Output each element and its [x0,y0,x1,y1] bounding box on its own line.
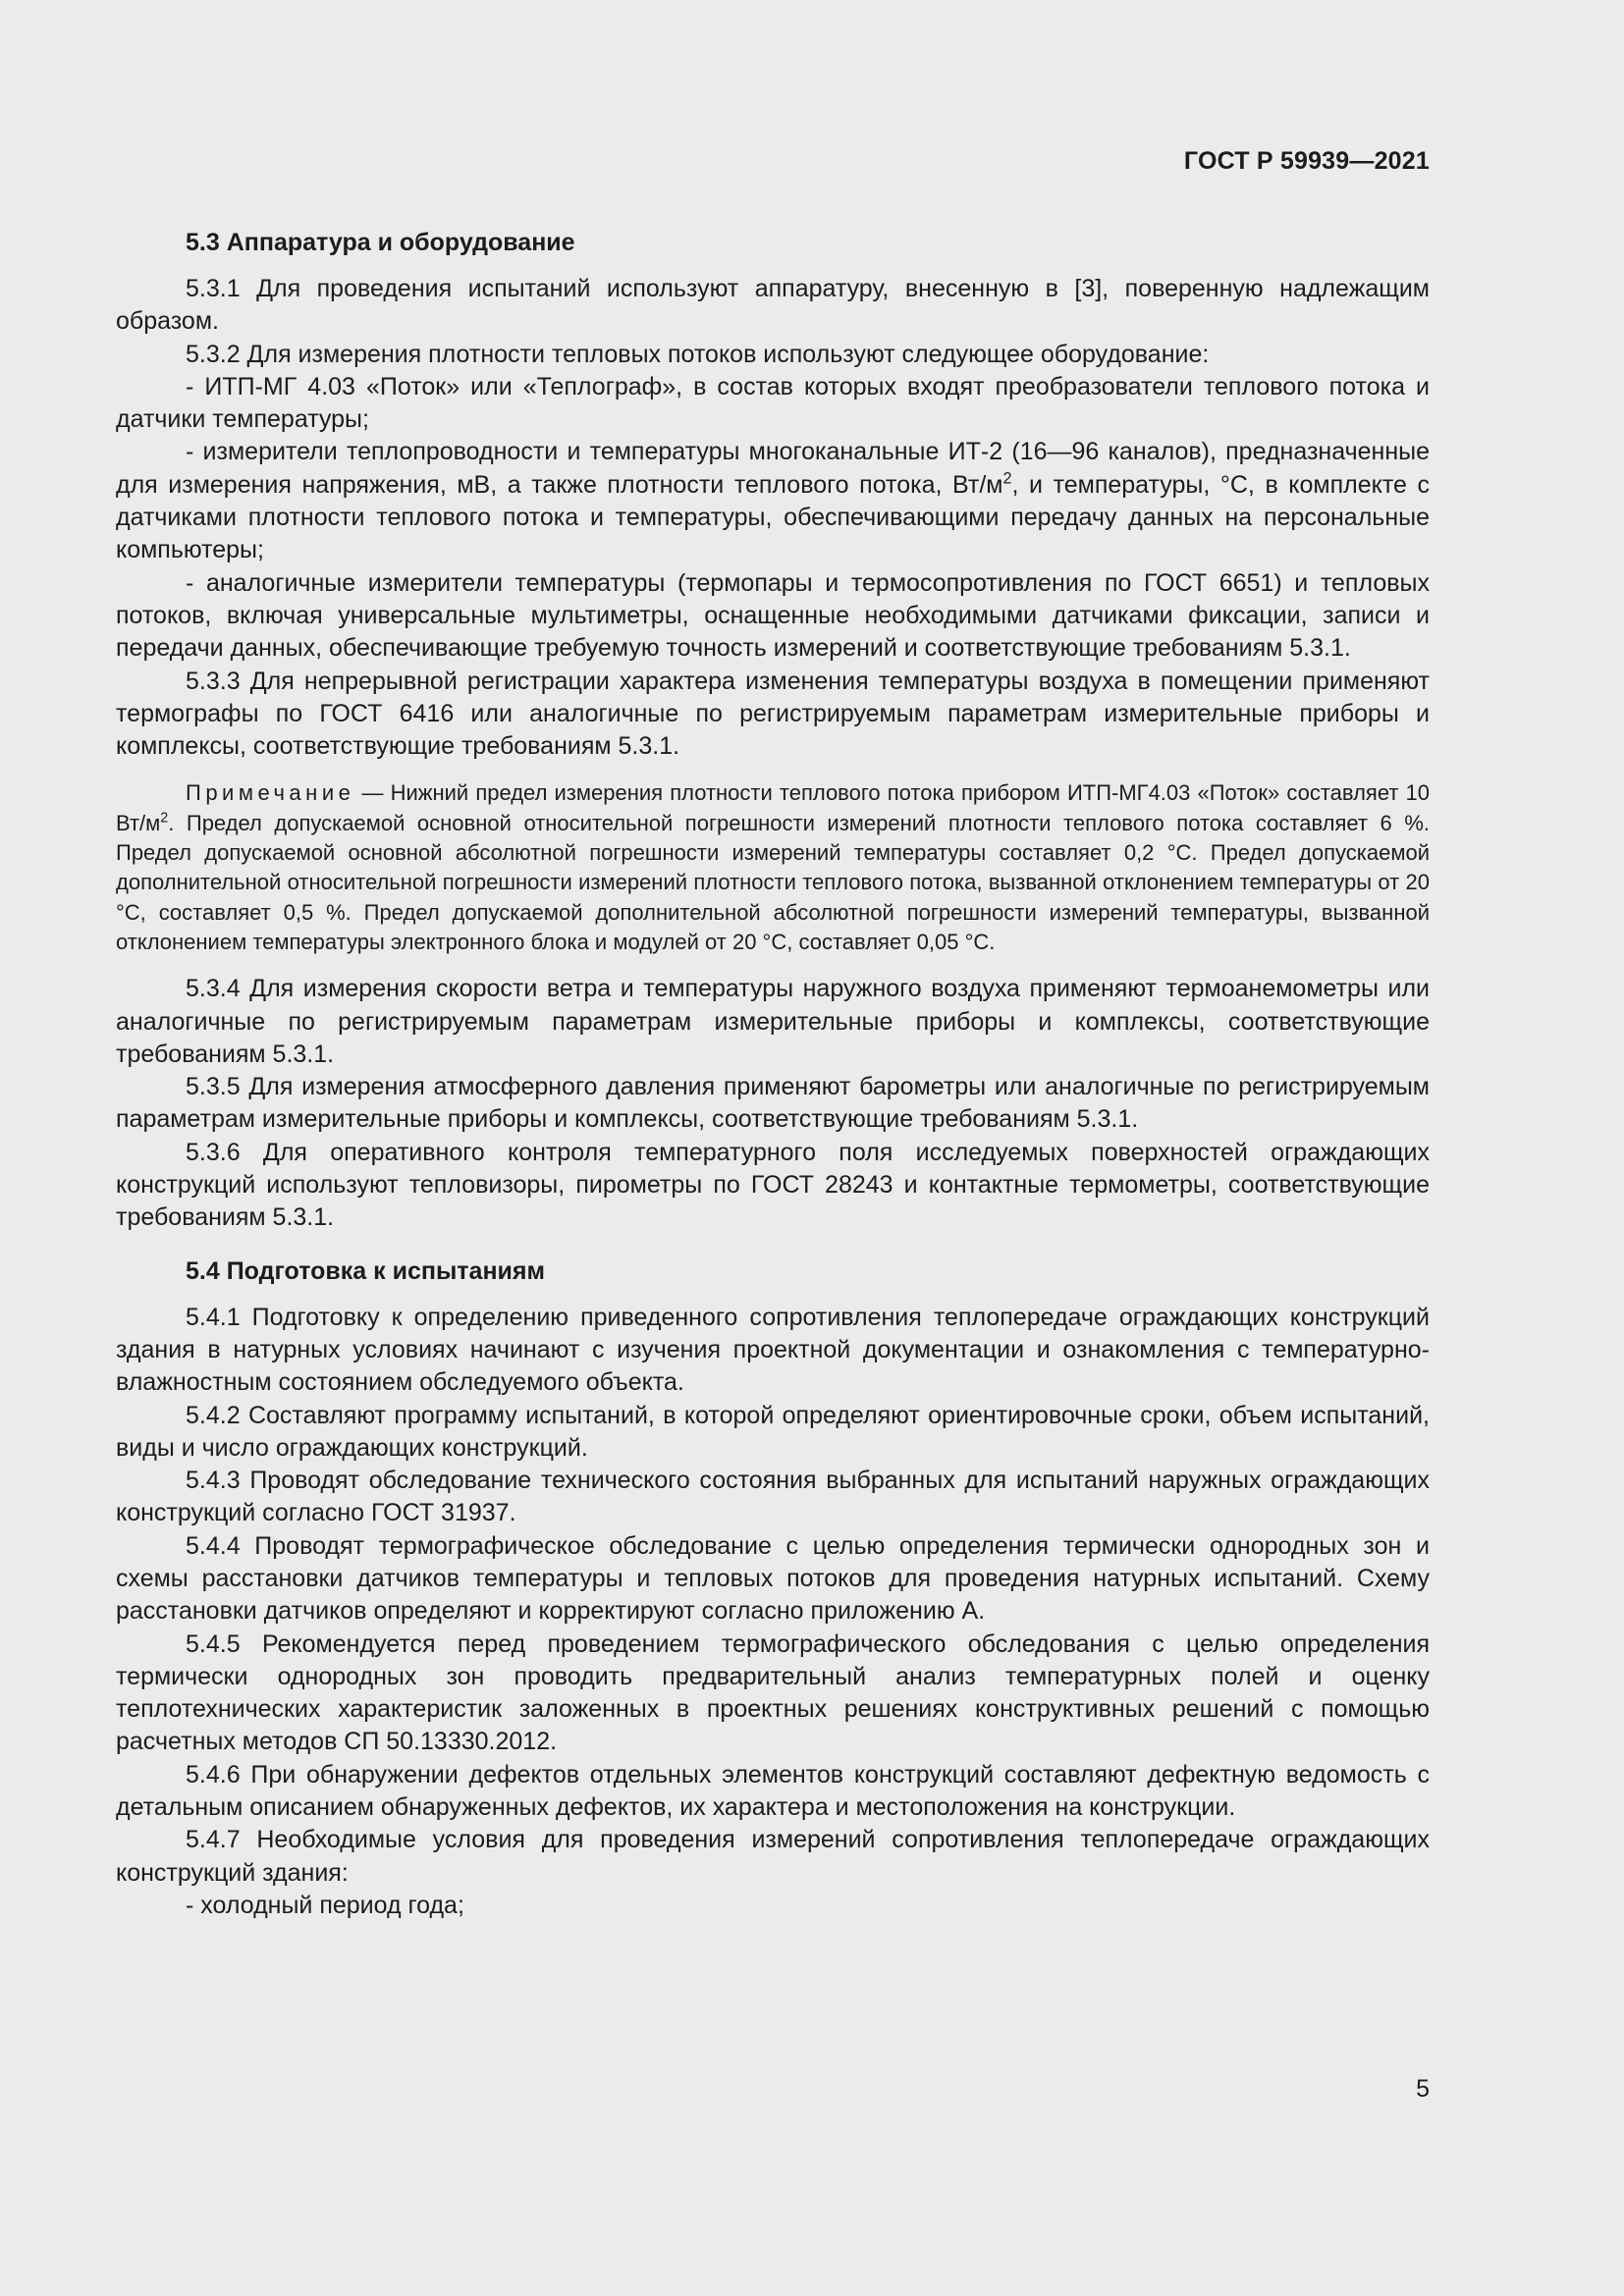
paragraph-5-4-3: 5.4.3 Проводят обследование технического состояния выбранных для испытаний наружных ограждающих конструкций согласно ГОСТ 31937. [116,1467,1430,1527]
list-item-analog-meters: - аналогичные измерители температуры (термопары и термосопротивления по ГОСТ 6651) и тепловых потоков, включая универсальные мультиметры, оснащенные необходимыми датчиками фиксации, записи и передачи данных, обеспечивающие требуемую точность измерений и соответствующие требованиям 5.3.1. [116,568,1430,663]
note-text-a: — Нижний предел измерения плотности теплового потока прибором ИТП-МГ4.03 «Поток» составляет 10 Вт/м [116,780,1430,835]
section-heading-5-4: 5.4 Подготовка к испытаниям [186,1256,546,1285]
paragraph-5-4-4: 5.4.4 Проводят термографическое обследование с целью определения термически однородных зон и схемы расстановки датчиков температуры и тепловых потоков для проведения натурных испытаний. Схему расстановки датчиков определяют и корректируют согласно приложению А. [116,1531,1430,1626]
list-item-cold-period: - холодный период года; [186,1891,464,1919]
paragraph-5-3-6: 5.3.6 Для оперативного контроля температурного поля исследуемых поверхностей ограждающих конструкций используют тепловизоры, пирометры по ГОСТ 28243 и контактные термометры, соответствующие требованиям 5.3.1. [116,1138,1430,1232]
page-number: 5 [1416,2075,1430,2103]
section-heading-5-3: 5.3 Аппаратура и оборудование [186,229,575,256]
paragraph-5-4-2: 5.4.2 Составляют программу испытаний, в которой определяют ориентировочные сроки, объем испытаний, виды и число ограждающих конструкций. [116,1401,1430,1462]
paragraph-5-4-7: 5.4.7 Необходимые условия для проведения измерений сопротивления теплопередаче ограждающих конструкций здания: [116,1826,1430,1887]
paragraph-5-4-6: 5.4.6 При обнаружении дефектов отдельных элементов конструкций составляют дефектную ведомость с детальным описанием обнаруженных дефектов, их характера и местоположения на конструкции. [116,1760,1430,1822]
superscript: 2 [1002,469,1012,488]
paragraph-5-3-5: 5.3.5 Для измерения атмосферного давления применяют барометры или аналогичные по регистрируемым параметрам измерительные приборы и комплексы, соответствующие требованиям 5.3.1. [116,1073,1430,1134]
paragraph-5-4-1: 5.4.1 Подготовку к определению приведенного сопротивления теплопередаче ограждающих конструкций здания в натурных условиях начинают с изучения проектной документации и ознакомления с температурно-влажностным состоянием обследуемого объекта. [116,1303,1430,1397]
note-superscript: 2 [160,810,169,827]
list-item-it-2-text-a: - измерители теплопроводности и температуры многоканальные ИТ-2 (16—96 каналов), предназначенные для измерения напряжения, мВ, а также плотности теплового потока, Вт/м [116,438,1430,499]
paragraph-5-3-3: 5.3.3 Для непрерывной регистрации характера изменения температуры воздуха в помещении применяют термографы по ГОСТ 6416 или аналогичные по регистрируемым параметрам измерительные приборы и комплексы, соответствующие требованиям 5.3.1. [116,667,1430,761]
list-item-it-2 [116,436,1430,566]
note-block [116,778,1430,957]
paragraph-5-3-2: 5.3.2 Для измерения плотности тепловых потоков используют следующее оборудование: [186,340,1210,368]
paragraph-5-3-4: 5.3.4 Для измерения скорости ветра и температуры наружного воздуха применяют термоанемометры или аналогичные по регистрируемым параметрам измерительные приборы и комплексы, соответствующие требованиям 5.3.1. [116,975,1430,1068]
paragraph-5-3-1: 5.3.1 Для проведения испытаний используют аппаратуру, внесенную в [3], поверенную надлежащим образом. [116,275,1430,336]
note-label: Примечание [186,780,355,806]
page-content [116,226,1430,1922]
list-item-itp-mg: - ИТП-МГ 4.03 «Поток» или «Теплограф», в состав которых входят преобразователи теплового потока и датчики температуры; [116,372,1430,434]
list-item-it-2-text-b: , и температуры, °С, в комплекте с датчиками плотности теплового потока и температуры, обеспечивающими передачу данных на персональные компьютеры; [116,470,1430,564]
document-id: ГОСТ Р 59939—2021 [1183,147,1430,175]
paragraph-5-4-5: 5.4.5 Рекомендуется перед проведением термографического обследования с целью определения термически однородных зон проводить предварительный анализ температурных полей и оценку теплотехнических характеристик заложенных в проектных решениях конструктивных решений с помощью расчетных методов СП 50.13330.2012. [116,1629,1430,1756]
note-text-b: . Предел допускаемой основной относительной погрешности измерений плотности теплового потока составляет 6 %. Предел допускаемой основной абсолютной погрешности измерений температуры составляет 0,2 °С. Предел допускаемой дополнительной относительной погрешности измерений плотности теплового потока, вызванной отклонением температуры от 20 °С, составляет 0,5 %. Предел допускаемой дополнительной абсолютной погрешности измерений температуры, вызванной отклонением температуры электронного блока и модулей от 20 °С, составляет 0,05 °С. [116,810,1430,954]
